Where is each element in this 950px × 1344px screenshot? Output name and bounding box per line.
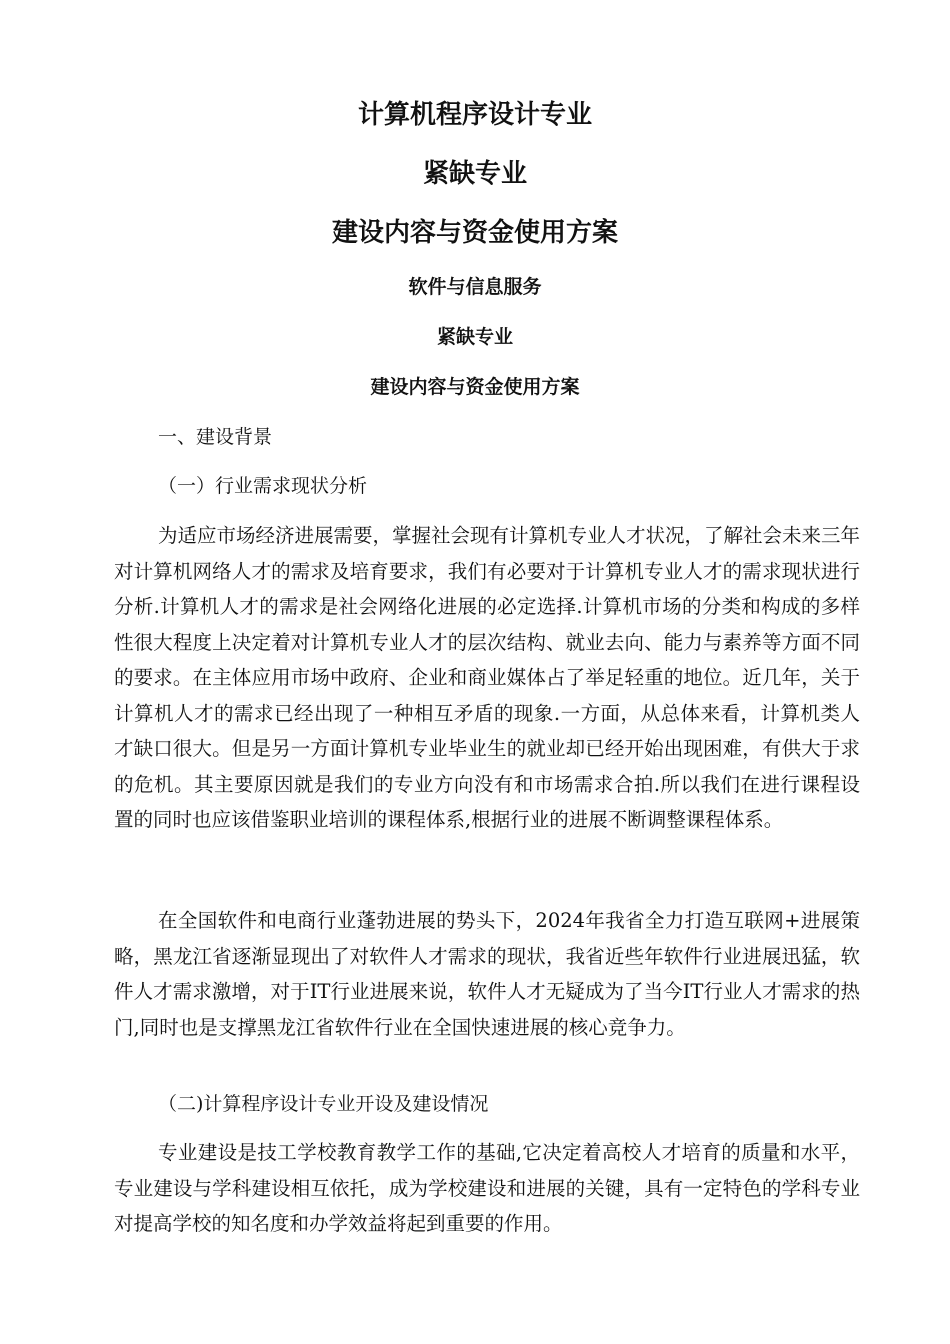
paragraph-program-construction: 专业建设是技工学校教育教学工作的基础,它决定着高校人才培育的质量和水平，专业建设与学科建设相互依托，成为学校建设和进展的关键，具有一定特色的学科专业对提高学校的知名度和办学效益将起到重要的作用。 xyxy=(114,1141,860,1235)
paragraph-industry-demand: 为适应市场经济进展需要，掌握社会现有计算机专业人才状况，了解社会未来三年对计算机网络人才的需求及培育要求，我们有必要对于计算机专业人才的需求现状进行分析.计算机人才的需求是社会网络化进展的必定选择.计算机市场的分类和构成的多样性很大程度上决定着对计算机专业人才的层次结构、就业去向、能力与素养等方面不同的要求。在主体应用市场中政府、企业和商业媒体占了举足轻重的地位。近几年，关于计算机人才的需求已经出现了一种相互矛盾的现象.一方面，从总体来看，计算机类人才缺口很大。但是另一方面计算机专业毕业生的就业却已经开始出现困难，有供大于求的危机。其主要原因就是我们的专业方向没有和市场需求合拍.所以我们在进行课程设置的同时也应该借鉴职业培训的课程体系,根据行业的进展不断调整课程体系。 xyxy=(114,524,861,831)
section-heading-background: 一、建设背景 xyxy=(158,426,273,448)
subsection-heading-program-setup: （二)计算程序设计专业开设及建设情况 xyxy=(158,1093,489,1115)
subsection-heading-industry-demand: （一）行业需求现状分析 xyxy=(158,475,368,497)
title-line-2: 紧缺专业 xyxy=(422,159,527,189)
subtitle-line-1: 软件与信息服务 xyxy=(408,276,542,298)
subtitle-line-2: 紧缺专业 xyxy=(436,326,513,348)
subtitle-line-3: 建设内容与资金使用方案 xyxy=(370,376,580,398)
title-line-3: 建设内容与资金使用方案 xyxy=(331,218,618,248)
paragraph-software-industry: 在全国软件和电商行业蓬勃进展的势头下，2024年我省全力打造互联网+进展策略，黑龙江省逐渐显现出了对软件人才需求的现状，我省近些年软件行业进展迅猛，软件人才需求激增，对于IT行业进展来说，软件人才无疑成为了当今IT行业人才需求的热门,同时也是支撑黑龙江省软件行业在全国快速进展的核心竞争力。 xyxy=(114,909,860,1039)
title-line-1: 计算机程序设计专业 xyxy=(357,100,592,130)
